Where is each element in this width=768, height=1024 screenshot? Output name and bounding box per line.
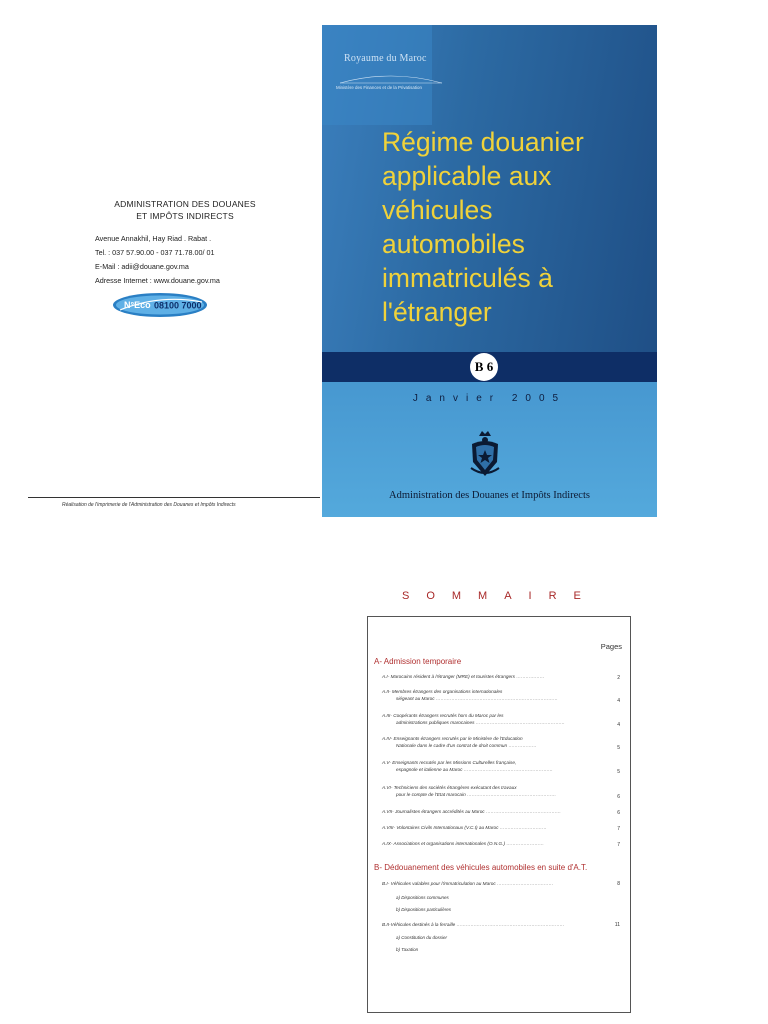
phone-text: Tel. : 037 57.90.00 - 037 71.78.00/ 01: [95, 248, 215, 257]
section-b-heading[interactable]: B- Dédouanement des véhicules automobiles en suite d'A.T.: [374, 863, 588, 872]
toc-entry[interactable]: A.II- Membres étrangers des organisations internationales siégeant au Maroc ……………………………………………………………………: [382, 689, 558, 701]
cover-footer-agency: Administration des Douanes et Impôts Indirects: [389, 490, 590, 501]
toc-entry[interactable]: A.I- Marocains résident à l'étranger (MRE) et touristes étrangers ………………: [382, 674, 545, 679]
toc-entry[interactable]: A.VIII- Volontaires Civils Internationaux (V.C.I) au Maroc …………………………: [382, 825, 547, 830]
eco-number-badge: [112, 292, 208, 318]
header-arc-decoration: [336, 65, 446, 87]
sommaire-heading: SOMMAIRE: [402, 590, 598, 602]
toc-page-number: 2: [617, 675, 620, 681]
email-text: E-Mail : adii@douane.gov.ma: [95, 262, 189, 271]
title-line: applicable aux: [382, 161, 552, 191]
toc-entry[interactable]: A.V- Enseignants recrutés par les Missions Culturelles française, espagnole et italienne au Maroc …………………………………………………: [382, 760, 553, 772]
toc-page-number: 7: [617, 842, 620, 848]
document-code-badge: B 6: [470, 353, 498, 381]
brochure-cover: [322, 25, 657, 517]
title-line: l'étranger: [382, 297, 492, 327]
toc-page-number: 4: [617, 698, 620, 704]
toc-entry[interactable]: A.VII- Journalistes étrangers accrédités au Maroc …………………………………………: [382, 809, 561, 814]
toc-entry[interactable]: A.IV- Enseignants étrangers recrutés par le Ministère de l'Education Nationale dans le cadre d'un contrat de droit commun ………………: [382, 736, 537, 748]
section-a-heading[interactable]: A- Admission temporaire: [374, 657, 462, 666]
divider-line: [28, 497, 320, 498]
toc-entry[interactable]: B.I- Véhicules valables pour l'immatriculation au Maroc ………………………………: [382, 881, 554, 886]
toc-page-number: 5: [617, 769, 620, 775]
eco-number: 08100 7000: [154, 300, 202, 311]
pages-column-label: Pages: [600, 642, 622, 651]
eco-prefix: N°Eco: [124, 300, 151, 310]
title-line: véhicules: [382, 195, 493, 225]
website-text: Adresse Internet : www.douane.gov.ma: [95, 276, 220, 285]
toc-entry[interactable]: A.IX- Associations et organisations internationales (O.N.G.) ……………………: [382, 841, 544, 846]
cover-title: [382, 125, 652, 329]
kingdom-label: Royaume du Maroc: [344, 53, 427, 64]
toc-sub-entry[interactable]: b) Taxation: [396, 947, 419, 952]
org-name-line2: ET IMPÔTS INDIRECTS: [136, 211, 234, 221]
toc-page-number: 6: [617, 794, 620, 800]
title-line: automobiles: [382, 229, 525, 259]
title-line: immatriculés à: [382, 263, 553, 293]
table-of-contents: [367, 616, 631, 1013]
org-name-line1: ADMINISTRATION DES DOUANES: [114, 199, 256, 209]
toc-entry[interactable]: A.VI- Techniciens des sociétés étrangères exécutant des travaux pour le compte de l'Etat marocain …………………………………………………: [382, 785, 557, 797]
address-text: Avenue Annakhil, Hay Riad . Rabat .: [95, 234, 212, 243]
toc-entry[interactable]: B.II-Véhicules destinés à la ferraille ……………………………………………………………: [382, 922, 565, 927]
toc-page-number: 7: [617, 826, 620, 832]
toc-entry[interactable]: A.III- Coopérants étrangers recrutés hors du Maroc par les administrations publiques marocaines …………………………………………………: [382, 713, 565, 725]
toc-page-number: 4: [617, 722, 620, 728]
toc-page-number: 5: [617, 745, 620, 751]
ministry-label: Ministère des Finances et de la Privatisation: [336, 85, 422, 90]
title-line: Régime douanier: [382, 127, 584, 157]
toc-page-number: 11: [614, 922, 620, 928]
toc-page-number: 6: [617, 810, 620, 816]
publication-date: Janvier 2005: [412, 393, 567, 404]
printer-credit: Réalisation de l'imprimerie de l'Administration des Douanes et Impôts Indirects: [62, 502, 236, 508]
toc-sub-entry[interactable]: a) Constitution du dossier: [396, 935, 448, 940]
toc-sub-entry[interactable]: a) Dispositions communes: [396, 895, 449, 900]
contact-block: [60, 198, 310, 288]
toc-sub-entry[interactable]: b) Dispositions particulières: [396, 907, 452, 912]
toc-page-number: 8: [617, 881, 620, 887]
coat-of-arms-icon: [468, 428, 502, 480]
